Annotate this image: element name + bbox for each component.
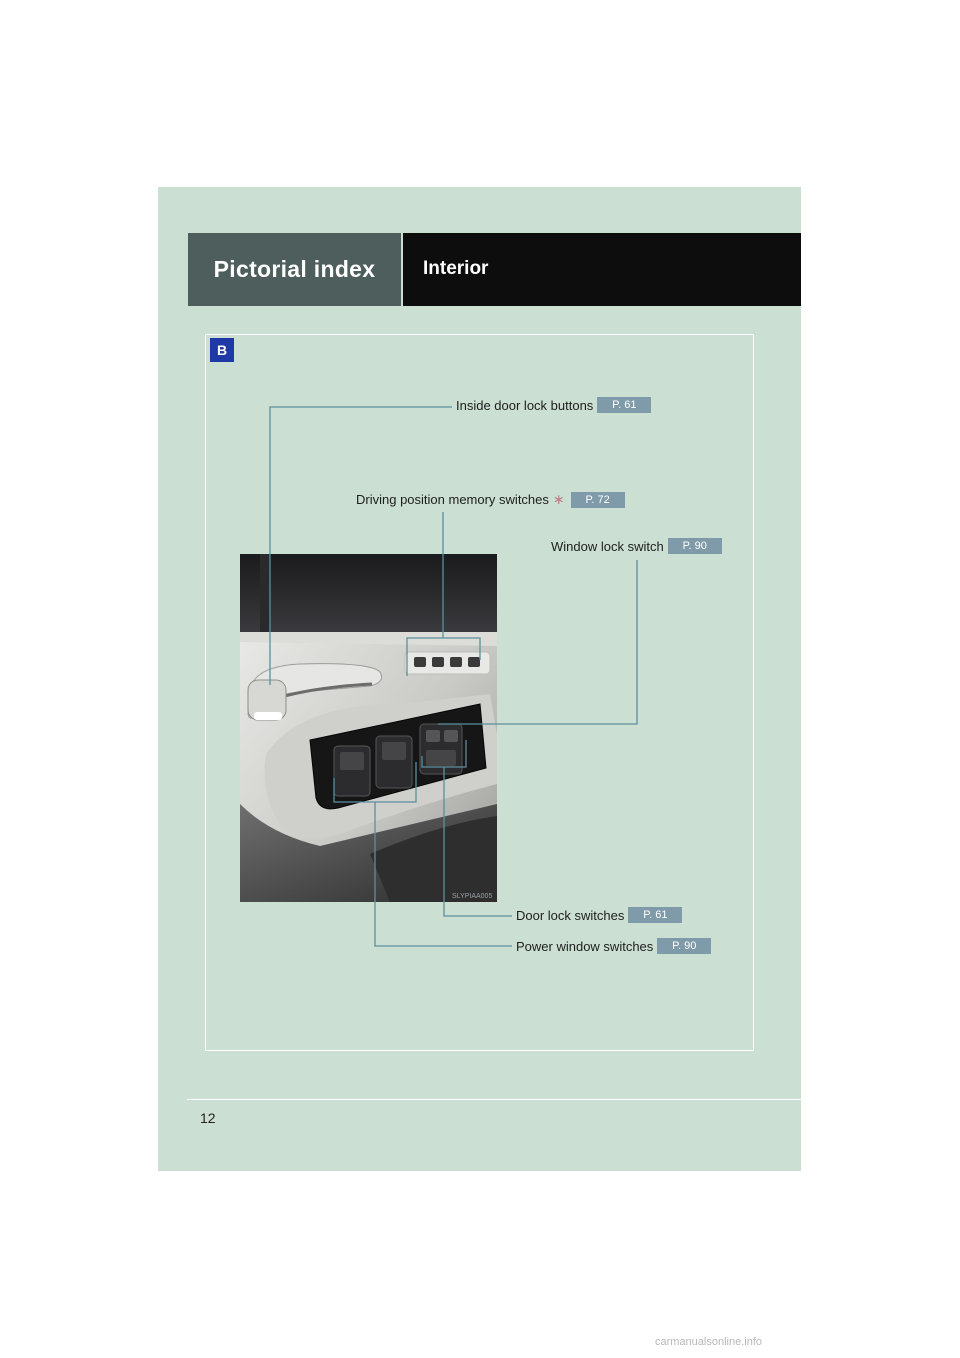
section-badge: B xyxy=(210,338,234,362)
watermark: carmanualsonline.info xyxy=(655,1336,763,1348)
page-ref-tag[interactable]: P. 61 xyxy=(597,397,651,413)
footer-rule xyxy=(187,1099,801,1100)
section-header xyxy=(188,233,401,306)
callout-inside-door-lock xyxy=(456,397,651,413)
callout-door-lock xyxy=(516,907,682,923)
subsection-title: Interior xyxy=(423,258,489,279)
asterisk-icon: ∗ xyxy=(552,491,565,507)
callout-label: Window lock switch xyxy=(551,538,664,554)
callout-label: Door lock switches xyxy=(516,907,625,923)
section-title: Pictorial index xyxy=(213,256,376,282)
page-ref-tag[interactable]: P. 90 xyxy=(668,538,722,554)
callout-label: Driving position memory switches xyxy=(356,492,549,507)
callout-power-window xyxy=(516,938,711,954)
callout-label: Inside door lock buttons xyxy=(456,397,594,413)
callout-driving-memory xyxy=(356,491,625,508)
page-number: 12 xyxy=(200,1110,216,1126)
page-ref-tag[interactable]: P. 72 xyxy=(571,492,625,508)
door-panel-photo xyxy=(240,554,497,902)
page-ref-tag[interactable]: P. 90 xyxy=(657,938,711,954)
page-ref-tag[interactable]: P. 61 xyxy=(628,907,682,923)
photo-code: SLYPIAA005 xyxy=(452,893,493,900)
callout-window-lock xyxy=(551,538,722,554)
callout-label: Power window switches xyxy=(516,938,654,954)
subsection-header xyxy=(403,233,801,306)
